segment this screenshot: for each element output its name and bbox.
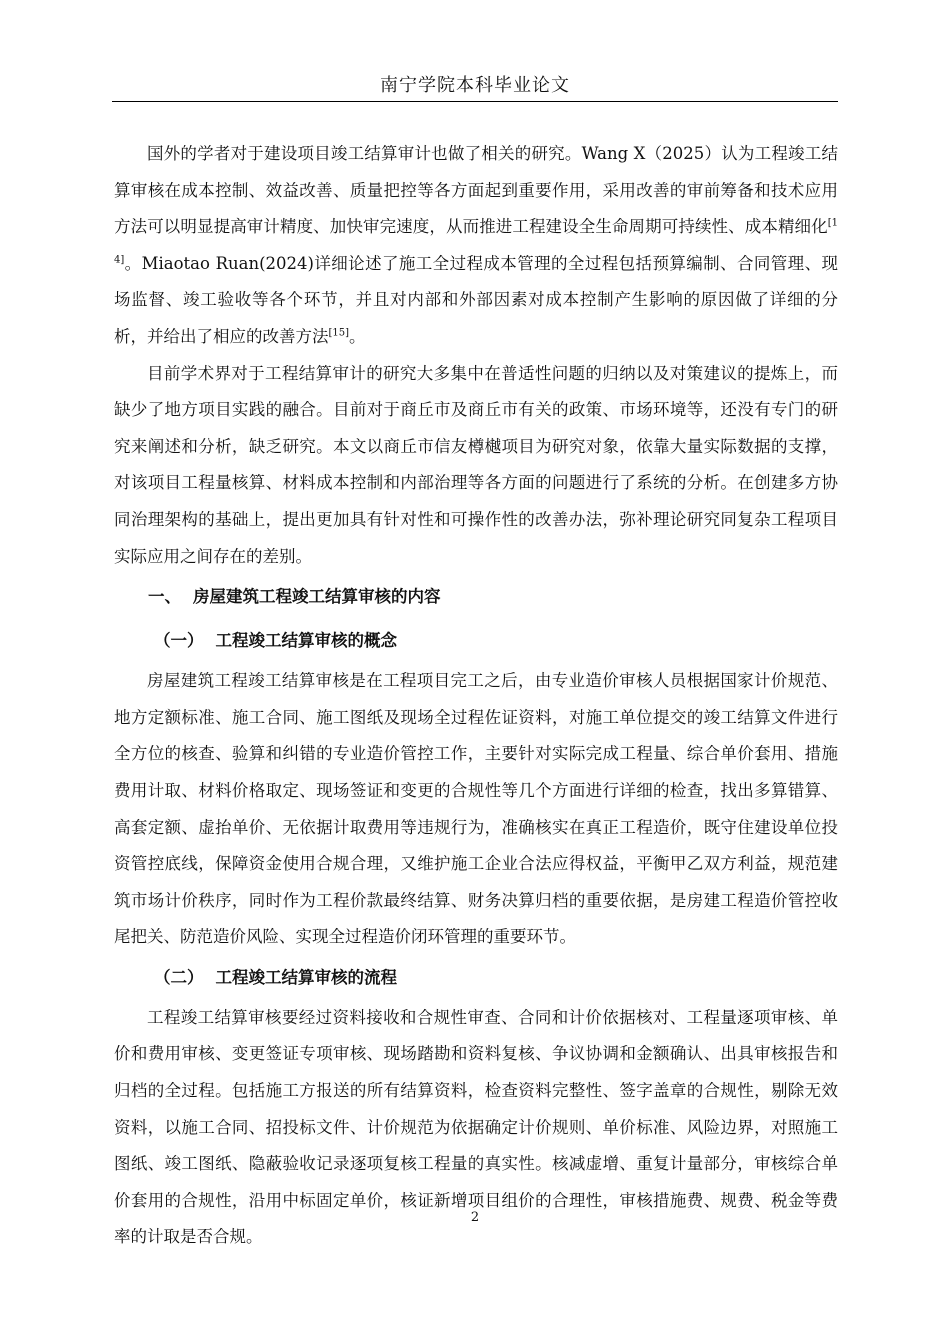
subsection-title: 工程竣工结算审核的流程 [215, 967, 397, 987]
paragraph-text: 。Miaotao Ruan(2024)详细论述了施工全过程成本管理的全过程包括预算编制、合同管理、现场监督、竣工验收等各个环节，并且对内部和外部因素对成本控制产生影响的原因做了详细的分析，并给出了相应的改善方法 [114, 253, 838, 346]
citation-ref: [15] [328, 327, 350, 339]
document-body [114, 136, 838, 1256]
section-number: 一、 [148, 587, 181, 607]
page-number: 2 [470, 1210, 480, 1225]
paragraph-process: 工程竣工结算审核要经过资料接收和合规性审查、合同和计价依据核对、工程量逐项审核、单价和费用审核、变更签证专项审核、现场踏勘和资料复核、争议协调和金额确认、出具审核报告和归档的全过程。包括施工方报送的所有结算资料，检查资料完整性、签字盖章的合规性，剔除无效资料，以施工合同、招投标文件、计价规范为依据确定计价规则、单价标准、风险边界，对照施工图纸、竣工图纸、隐蔽验收记录逐项复核工程量的真实性。核减虚增、重复计量部分，审核综合单价套用的合规性，沿用中标固定单价，核证新增项目组价的合理性，审核措施费、规费、税金等费率的计取是否合规。 [114, 1007, 838, 1247]
paragraph-foreign-research [114, 136, 838, 356]
section-title: 房屋建筑工程竣工结算审核的内容 [193, 587, 441, 607]
paragraph-research-gap: 目前学术界对于工程结算审计的研究大多集中在普适性问题的归纳以及对策建议的提炼上，而缺少了地方项目实践的融合。目前对于商丘市及商丘市有关的政策、市场环境等，还没有专门的研究来阐述和分析，缺乏研究。本文以商丘市信友樽樾项目为研究对象，依靠大量实际数据的支撑，对该项目工程量核算、材料成本控制和内部治理等各方面的问题进行了系统的分析。在创建多方协同治理架构的基础上，提出更加具有针对性和可操作性的改善办法，弥补理论研究同复杂工程项目实际应用之间存在的差别。 [114, 363, 838, 566]
subsection-title: 工程竣工结算审核的概念 [215, 631, 397, 651]
subsection-number: （二） [154, 967, 204, 987]
section-heading-1 [114, 575, 838, 619]
paragraph-concept: 房屋建筑工程竣工结算审核是在工程项目完工之后，由专业造价审核人员根据国家计价规范、地方定额标准、施工合同、施工图纸及现场全过程佐证资料，对施工单位提交的竣工结算文件进行全方位的核查、验算和纠错的专业造价管控工作，主要针对实际完成工程量、综合单价套用、措施费用计取、材料价格取定、现场签证和变更的合规性等几个方面进行详细的检查，找出多算错算、高套定额、虚抬单价、无依据计取费用等违规行为，准确核实在真正工程造价，既守住建设单位投资管控底线，保障资金使用合规合理，又维护施工企业合法应得权益，平衡甲乙双方利益，规范建筑市场计价秩序，同时作为工程价款最终结算、财务决算归档的重要依据，是房建工程造价管控收尾把关、防范造价风险、实现全过程造价闭环管理的重要环节。 [114, 671, 838, 947]
header-divider [112, 101, 838, 102]
subsection-heading-2 [114, 956, 838, 1000]
paragraph-text: 国外的学者对于建设项目竣工结算审计也做了相关的研究。Wang X（2025）认为工程竣工结算审核在成本控制、效益改善、质量把控等各方面起到重要作用，采用改善的审前筹备和技术应用方法可以明显提高审计精度、加快审完速度，从而推进工程建设全生命周期可持续性、成本精细化 [114, 144, 838, 237]
subsection-heading-1 [114, 619, 838, 663]
page-header-title: 南宁学院本科毕业论文 [380, 75, 570, 96]
citation-ref: [14] [114, 217, 838, 266]
paragraph-text: 。 [349, 326, 366, 346]
subsection-number: （一） [154, 631, 204, 651]
